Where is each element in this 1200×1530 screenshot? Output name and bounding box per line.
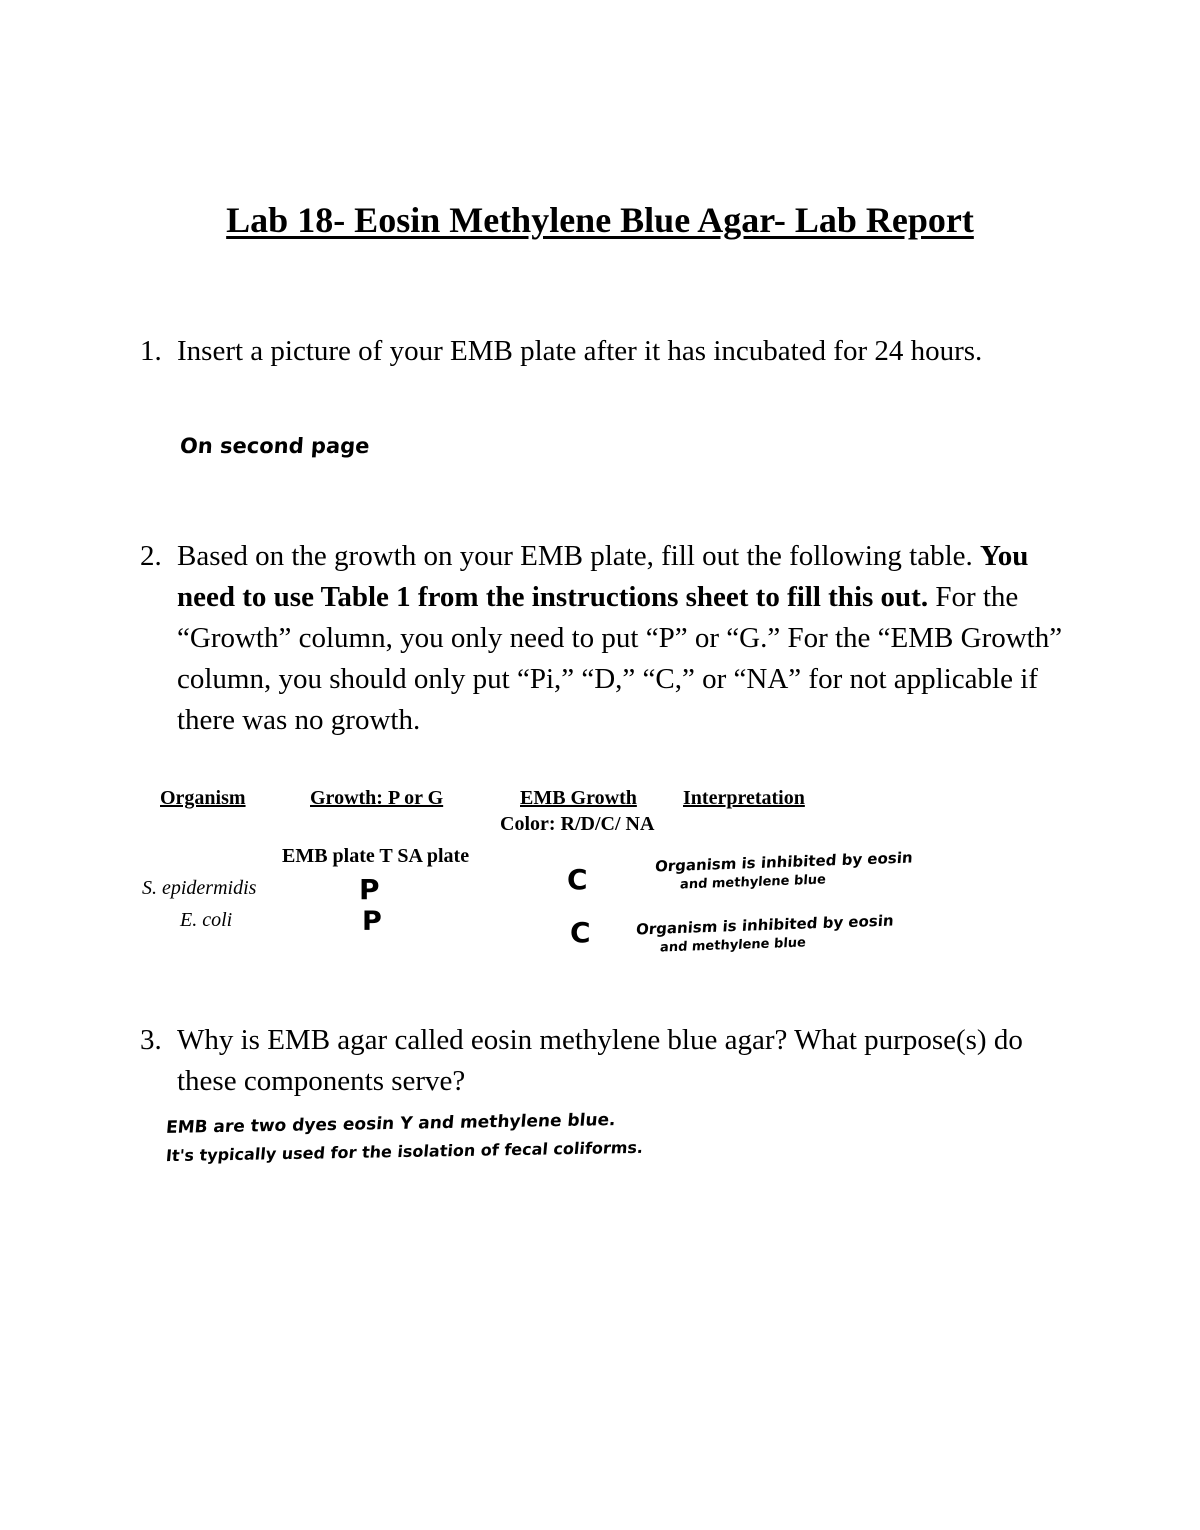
question-1-text: Insert a picture of your EMB plate after it has incubated for 24 hours. — [177, 335, 983, 367]
table-row-1-organism: S. epidermidis — [142, 877, 257, 899]
question-3-text: Why is EMB agar called eosin methylene blue agar? What purpose(s) do these components serve? — [177, 1024, 1023, 1097]
table-row-2-organism: E. coli — [180, 909, 233, 931]
table-row-1-interpretation-line1: Organism is inhibited by eosin — [654, 848, 914, 876]
document-title: Lab 18- Eosin Methylene Blue Agar- Lab Report — [226, 200, 974, 240]
table-header-emb-growth: EMB Growth — [520, 787, 637, 809]
table-header-organism: Organism — [160, 787, 246, 809]
table-row-2-emb-growth: C — [570, 916, 591, 949]
table-plate-labels: EMB plate T SA plate — [282, 845, 470, 867]
table-row-2-interpretation-line2: and methylene blue — [659, 935, 807, 956]
table-row-1-emb-growth: C — [567, 863, 588, 896]
question-2-text — [177, 536, 1067, 741]
question-2-text-bold: You need to use Table 1 from the instructions sheet to fill this out. — [177, 540, 1029, 613]
table-row-2-interpretation-line1: Organism is inhibited by eosin — [635, 911, 895, 939]
table-header-growth: Growth: P or G — [310, 787, 444, 809]
question-3-number: 3. — [140, 1024, 162, 1056]
question-3-handwritten-answer-line2: It's typically used for the isolation of fecal coliforms. — [165, 1137, 644, 1166]
question-3-handwritten-answer-line1: EMB are two dyes eosin Y and methylene blue. — [165, 1110, 617, 1138]
table-row-1-growth: P — [359, 873, 380, 906]
question-2-text-intro: Based on the growth on your EMB plate, fill out the following table. — [177, 540, 981, 572]
table-color-note: Color: R/D/C/ NA — [500, 813, 655, 835]
table-header-interpretation: Interpretation — [683, 787, 805, 809]
table-row-1-interpretation-line2: and methylene blue — [679, 872, 827, 893]
question-1-number: 1. — [140, 335, 162, 367]
question-1-handwritten-answer: On second page — [179, 434, 371, 458]
question-2-text-instructions: For the “Growth” column, you only need to put “P” or “G.” For the “EMB Growth” column, you should only put “Pi,” “D,” “C,” or “NA” for not applicable if there was no growth. — [177, 581, 1063, 736]
question-2-number: 2. — [140, 540, 162, 572]
table-row-2-growth: P — [362, 906, 382, 937]
